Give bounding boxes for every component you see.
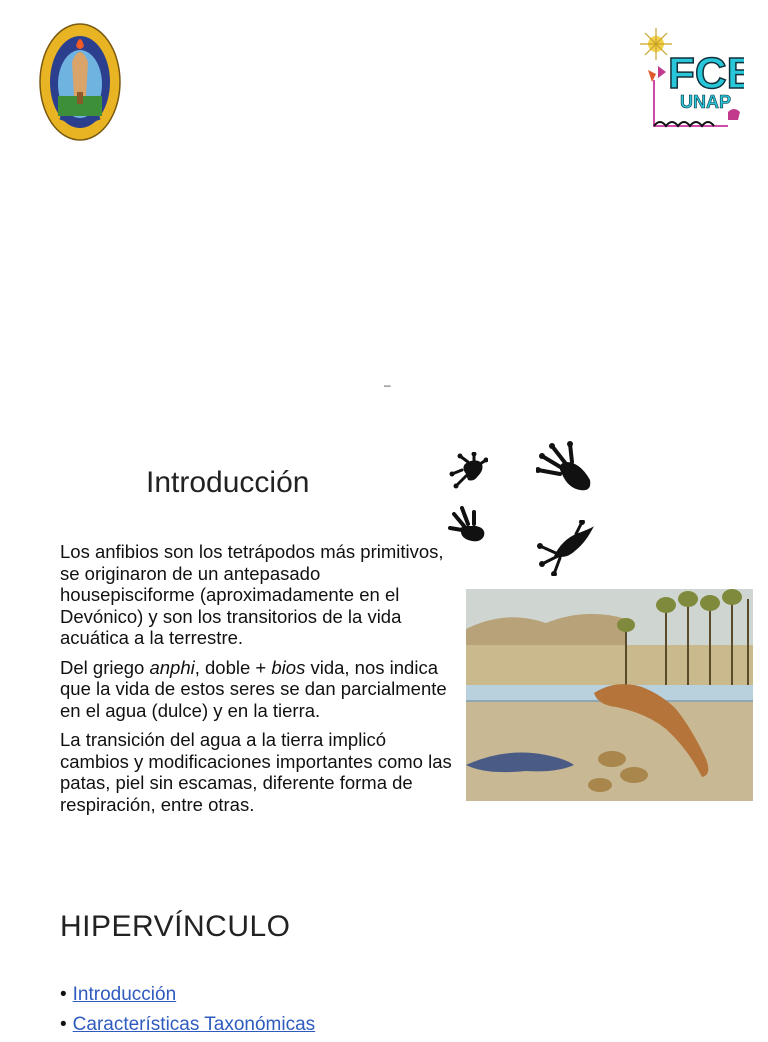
list-item: [60, 982, 315, 1012]
hand-footprint-icon: [448, 506, 488, 546]
hyperlink-section-title: HIPERVÍNCULO: [60, 910, 291, 943]
intro-p2-bios: bios: [271, 656, 306, 678]
svg-text:FCB: FCB: [668, 49, 744, 98]
bullet-icon: •: [60, 1014, 67, 1035]
link-caracteristicas-taxonomicas[interactable]: Características Taxonómicas: [72, 1014, 316, 1035]
salamander-footprint-icon: [536, 440, 596, 496]
frog-footprint-icon: [448, 452, 488, 492]
hyperlink-list: [60, 982, 315, 1042]
intro-p2-text-b: , doble +: [194, 656, 272, 678]
introduction-body: [60, 541, 452, 823]
fcb-unap-logo: [640, 26, 744, 138]
university-seal-logo: [38, 22, 122, 142]
intro-paragraph-1: Los anfibios son los tetrápodos más primitivos, se originaron de un antepasado housepisciforme (aproximadamente en el Devónico) y son los transitorios de la vida acuática a la terrestre.: [60, 541, 444, 648]
list-item: [60, 1012, 315, 1042]
webbed-footprint-icon: [536, 520, 596, 576]
intro-p2-text-a: Del griego: [60, 656, 150, 678]
svg-text:UNAP: UNAP: [680, 92, 732, 112]
introduction-title: Introducción: [146, 466, 310, 499]
intro-paragraph-2: [60, 657, 452, 722]
intro-paragraph-3: La transición del agua a la tierra implicó cambios y modificaciones importantes como las patas, piel sin escamas, diferente forma de respiración, entre otras.: [60, 729, 452, 815]
separator-dash: –: [384, 378, 391, 392]
devonian-tetrapod-illustration: [466, 589, 753, 801]
bullet-icon: •: [60, 984, 67, 1005]
link-introduccion[interactable]: Introducción: [72, 984, 177, 1005]
intro-p2-anphi: anphi: [149, 656, 195, 678]
intro-p2-text-c: vida, nos indica que la vida de estos seres se dan parcialmente en el agua (dulce) y en la tierra.: [60, 656, 447, 721]
